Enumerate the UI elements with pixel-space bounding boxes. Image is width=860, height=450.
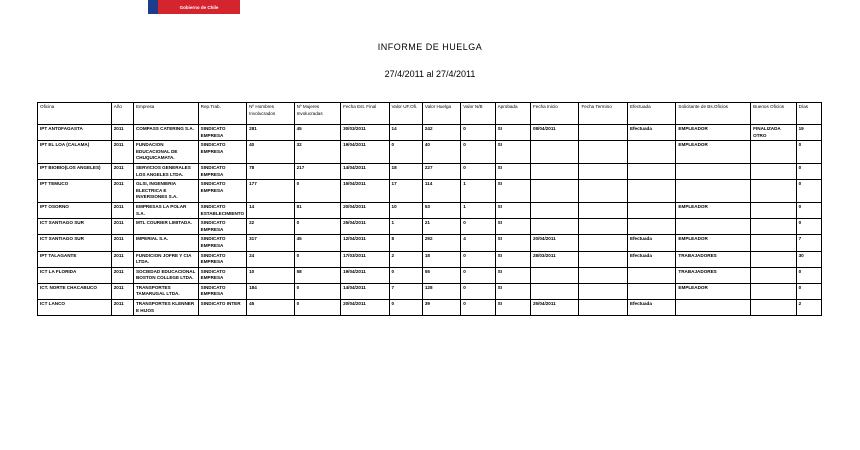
column-header: Nº Mujeres Involucradas xyxy=(294,103,340,125)
table-cell: SINDICATO EMPRESA xyxy=(198,125,246,141)
table-cell: Efectuada xyxy=(627,125,675,141)
column-header: Valor Huelga xyxy=(422,103,460,125)
table-cell: FINALIZADA OTRO xyxy=(751,125,796,141)
column-header: Oficina xyxy=(38,103,112,125)
table-cell: 177 xyxy=(247,180,294,203)
column-header: Fecha Termino xyxy=(579,103,627,125)
table-cell: EMPRESAS LA POLAR S.A. xyxy=(133,202,198,218)
table-cell: 292 xyxy=(422,235,460,251)
table-cell: 19/04/2011 xyxy=(341,267,389,283)
table-cell: SI xyxy=(495,180,530,203)
table-cell: 0 xyxy=(294,300,340,316)
table-cell: 2011 xyxy=(111,141,133,164)
table-cell xyxy=(579,251,627,267)
table-cell: SI xyxy=(495,300,530,316)
table-cell xyxy=(676,219,751,235)
table-cell: 0 xyxy=(389,141,422,164)
table-cell xyxy=(627,163,675,179)
table-cell xyxy=(579,125,627,141)
table-cell: 10 xyxy=(247,267,294,283)
logo-text: Gobierno de Chile xyxy=(158,0,240,14)
table-cell: 128 xyxy=(422,283,460,299)
table-cell: SINDICATO EMPRESA xyxy=(198,267,246,283)
table-cell xyxy=(751,141,796,164)
table-cell: 0 xyxy=(796,180,821,203)
table-cell: 0 xyxy=(796,141,821,164)
table-cell: 2011 xyxy=(111,267,133,283)
table-cell: 32 xyxy=(294,141,340,164)
table-cell: IPT TEMUCO xyxy=(38,180,112,203)
table-cell: 7 xyxy=(796,235,821,251)
table-cell: SINDICATO EMPRESA xyxy=(198,283,246,299)
table-cell: SI xyxy=(495,283,530,299)
column-header: Solicitante de Bs.Oficios xyxy=(676,103,751,125)
table-cell xyxy=(579,235,627,251)
table-cell: 08/04/2011 xyxy=(530,125,578,141)
table-cell: 28/03/2011 xyxy=(530,251,578,267)
table-cell: 45 xyxy=(247,300,294,316)
header-row xyxy=(38,103,822,125)
table-cell: SINDICATO EMPRESA xyxy=(198,235,246,251)
table-cell xyxy=(751,219,796,235)
table-cell: 2011 xyxy=(111,163,133,179)
table-cell: 14 xyxy=(247,202,294,218)
table-cell: 2011 xyxy=(111,180,133,203)
table-cell: 24 xyxy=(247,251,294,267)
table-cell: 21 xyxy=(422,219,460,235)
table-cell: SI xyxy=(495,235,530,251)
table-cell: 30 xyxy=(796,251,821,267)
table-cell: 22 xyxy=(247,219,294,235)
table-cell: SERVICIOS GENERALES LOS ANGELES LTDA. xyxy=(133,163,198,179)
table-cell: 8 xyxy=(389,235,422,251)
table-cell: 2011 xyxy=(111,251,133,267)
table-cell: TRABAJADORES xyxy=(676,267,751,283)
table-cell: 184 xyxy=(247,283,294,299)
table-cell: 0 xyxy=(294,219,340,235)
table-cell xyxy=(676,180,751,203)
table-cell: 20/04/2011 xyxy=(530,235,578,251)
table-cell: 14/04/2011 xyxy=(341,163,389,179)
report-title: INFORME DE HUELGA xyxy=(377,42,483,52)
table-cell: SINDICATO EMPRESA xyxy=(198,219,246,235)
column-header: Efectuada xyxy=(627,103,675,125)
table-row xyxy=(38,251,822,267)
table-cell: 1 xyxy=(461,180,495,203)
table-cell: IPT ANTOFAGASTA xyxy=(38,125,112,141)
table-cell: 0 xyxy=(796,202,821,218)
column-header: Buenos Oficios xyxy=(751,103,796,125)
table-cell: 2011 xyxy=(111,300,133,316)
table-row xyxy=(38,267,822,283)
table-cell xyxy=(627,219,675,235)
column-header: Rep.Trab. xyxy=(198,103,246,125)
gobierno-logo xyxy=(148,0,240,14)
table-cell xyxy=(579,202,627,218)
table-cell: 14/04/2011 xyxy=(341,283,389,299)
table-cell: 0 xyxy=(796,267,821,283)
table-cell: COMPASS CATERING S.A. xyxy=(133,125,198,141)
table-cell xyxy=(530,163,578,179)
column-header: Nº Hombres Involucrados xyxy=(247,103,294,125)
column-header: Valor UF.Ofi. xyxy=(389,103,422,125)
table-row xyxy=(38,125,822,141)
table-cell: SI xyxy=(495,141,530,164)
table-header xyxy=(38,103,822,125)
table-cell: 25/04/2011 xyxy=(341,219,389,235)
table-cell xyxy=(627,202,675,218)
table-cell: 18 xyxy=(422,251,460,267)
table-cell: 0 xyxy=(461,163,495,179)
table-cell: 317 xyxy=(247,235,294,251)
table-cell: 227 xyxy=(422,163,460,179)
table-cell: 40 xyxy=(422,141,460,164)
table-row xyxy=(38,163,822,179)
table-cell xyxy=(627,141,675,164)
table-cell: 19 xyxy=(796,125,821,141)
table-cell: 58 xyxy=(294,267,340,283)
table-cell: 2011 xyxy=(111,219,133,235)
table-cell xyxy=(751,283,796,299)
column-header: Días xyxy=(796,103,821,125)
table-cell: SI xyxy=(495,163,530,179)
table-cell xyxy=(579,141,627,164)
table-cell: MTL COURIER LIMITADA. xyxy=(133,219,198,235)
table-cell: 114 xyxy=(422,180,460,203)
table-cell: SI xyxy=(495,267,530,283)
table-cell: EMPLEADOR xyxy=(676,141,751,164)
table-cell: 18 xyxy=(389,163,422,179)
table-cell: 30/03/2011 xyxy=(341,125,389,141)
table-cell: FUNDACION EDUCACIONAL DE CHUQUICAMATA. xyxy=(133,141,198,164)
column-header: Valor N/B xyxy=(461,103,495,125)
table-cell: 0 xyxy=(461,219,495,235)
table-cell: SINDICATO EMPRESA xyxy=(198,251,246,267)
table-row xyxy=(38,141,822,164)
table-cell: 0 xyxy=(389,267,422,283)
table-cell: 2 xyxy=(796,300,821,316)
table-cell: EMPLEADOR xyxy=(676,235,751,251)
column-header: Aprobada xyxy=(495,103,530,125)
table-cell: SI xyxy=(495,251,530,267)
table-cell: 19/04/2011 xyxy=(341,141,389,164)
table-cell: 20/04/2011 xyxy=(341,300,389,316)
table-cell: IMPERIAL S.A. xyxy=(133,235,198,251)
table-cell: 0 xyxy=(461,283,495,299)
table-cell xyxy=(751,163,796,179)
table-row xyxy=(38,283,822,299)
table-cell: SINDICATO EMPRESA xyxy=(198,141,246,164)
table-cell: 1 xyxy=(389,219,422,235)
table-cell xyxy=(751,267,796,283)
table-row xyxy=(38,235,822,251)
table-row xyxy=(38,202,822,218)
report-date-range: 27/4/2011 al 27/4/2011 xyxy=(384,69,476,79)
table-cell: 242 xyxy=(422,125,460,141)
table-cell: Efectuada xyxy=(627,235,675,251)
table-cell xyxy=(751,180,796,203)
table-cell: 45 xyxy=(294,235,340,251)
table-row xyxy=(38,219,822,235)
table-cell: SI xyxy=(495,125,530,141)
table-cell: 45 xyxy=(294,125,340,141)
table-cell xyxy=(579,180,627,203)
table-cell: EMPLEADOR xyxy=(676,202,751,218)
table-cell: 0 xyxy=(461,267,495,283)
table-cell: 281 xyxy=(247,125,294,141)
table-cell xyxy=(530,267,578,283)
table-cell: IPT TALAGANTE xyxy=(38,251,112,267)
table-cell xyxy=(627,267,675,283)
table-cell: ICT. NORTE CHACABUCO xyxy=(38,283,112,299)
table-cell: SINDICATO ESTABLECIMIENTO xyxy=(198,202,246,218)
table-cell: TRABAJADORES xyxy=(676,251,751,267)
table-cell: Efectuada xyxy=(627,251,675,267)
column-header: Fecha Inicio xyxy=(530,103,578,125)
table-cell: 25/04/2011 xyxy=(530,300,578,316)
table-cell: 17/03/2011 xyxy=(341,251,389,267)
table-cell: 39 xyxy=(422,300,460,316)
table-cell xyxy=(627,180,675,203)
table-cell: 15/04/2011 xyxy=(341,180,389,203)
table-cell: 2011 xyxy=(111,125,133,141)
table-cell xyxy=(751,300,796,316)
table-cell: ICT LA FLORIDA xyxy=(38,267,112,283)
column-header: Año xyxy=(111,103,133,125)
table-cell xyxy=(751,202,796,218)
table-cell: SI xyxy=(495,219,530,235)
table-cell: FUNDICION JOFRE Y CIA LTDA. xyxy=(133,251,198,267)
table-cell: 81 xyxy=(294,202,340,218)
table-cell: 78 xyxy=(247,163,294,179)
table-cell: 0 xyxy=(461,300,495,316)
table-cell: 0 xyxy=(294,283,340,299)
table-cell: IPT BIOBIO(LOS ANGELES) xyxy=(38,163,112,179)
table-cell: 2011 xyxy=(111,283,133,299)
table-cell: IPT OSORNO xyxy=(38,202,112,218)
table-body xyxy=(38,125,822,316)
table-cell: ICT SANTIAGO SUR xyxy=(38,235,112,251)
table-cell: SOCIEDAD EDUCACIONAL BOSTON COLLEGE LTDA. xyxy=(133,267,198,283)
table-cell xyxy=(579,300,627,316)
table-cell xyxy=(579,163,627,179)
table-cell xyxy=(579,283,627,299)
table-cell: 20/04/2011 xyxy=(341,202,389,218)
table-cell: EMPLEADOR xyxy=(676,283,751,299)
table-cell xyxy=(579,219,627,235)
table-cell: SI xyxy=(495,202,530,218)
table-cell: 10 xyxy=(389,202,422,218)
table-cell xyxy=(530,141,578,164)
table-cell: TRANSPORTES KLENNER E HIJOS xyxy=(133,300,198,316)
table-cell: Efectuada xyxy=(627,300,675,316)
table-cell: 14 xyxy=(389,125,422,141)
table-cell: 217 xyxy=(294,163,340,179)
table-cell: 7 xyxy=(389,283,422,299)
table-cell xyxy=(676,163,751,179)
table-cell xyxy=(530,219,578,235)
table-cell: 40 xyxy=(247,141,294,164)
table-cell: TRANSPORTES TAMARUGAL LTDA. xyxy=(133,283,198,299)
table-cell: 0 xyxy=(294,251,340,267)
table-cell: 2 xyxy=(389,251,422,267)
table-cell: ICT LANCO xyxy=(38,300,112,316)
table-cell: 53 xyxy=(422,202,460,218)
table-cell: SINDICATO EMPRESA xyxy=(198,180,246,203)
table-cell: 55 xyxy=(422,267,460,283)
table-cell xyxy=(676,300,751,316)
table-cell: 2011 xyxy=(111,202,133,218)
table-cell: 1 xyxy=(461,202,495,218)
table-cell xyxy=(530,202,578,218)
table-cell: SINDICATO INTER xyxy=(198,300,246,316)
table-cell: ICT SANTIAGO SUR xyxy=(38,219,112,235)
table-cell: 12/04/2011 xyxy=(341,235,389,251)
table-cell xyxy=(751,251,796,267)
table-cell: 17 xyxy=(389,180,422,203)
table-cell xyxy=(530,180,578,203)
table-cell xyxy=(751,235,796,251)
logo-blue-block xyxy=(148,0,158,14)
column-header: Fecha Est. Final xyxy=(341,103,389,125)
table-cell: 0 xyxy=(461,125,495,141)
table-cell: 0 xyxy=(461,141,495,164)
table-cell: 0 xyxy=(461,251,495,267)
table-cell xyxy=(627,283,675,299)
table-cell: 4 xyxy=(461,235,495,251)
table-cell: 0 xyxy=(796,163,821,179)
table-cell: IPT EL LOA (CALAMA) xyxy=(38,141,112,164)
table-cell: 0 xyxy=(294,180,340,203)
table-cell: 0 xyxy=(796,283,821,299)
table-cell xyxy=(530,283,578,299)
table-cell: 0 xyxy=(389,300,422,316)
table-cell: 0 xyxy=(796,219,821,235)
table-cell: GLSI, INGENIERIA ELECTRICA E INVERSIONES S.A. xyxy=(133,180,198,203)
table-row xyxy=(38,180,822,203)
table-cell: SINDICATO EMPRESA xyxy=(198,163,246,179)
strike-report-table xyxy=(37,102,822,316)
table-cell: 2011 xyxy=(111,235,133,251)
column-header: Empresa xyxy=(133,103,198,125)
table-row xyxy=(38,300,822,316)
table-cell xyxy=(579,267,627,283)
table-cell: EMPLEADOR xyxy=(676,125,751,141)
